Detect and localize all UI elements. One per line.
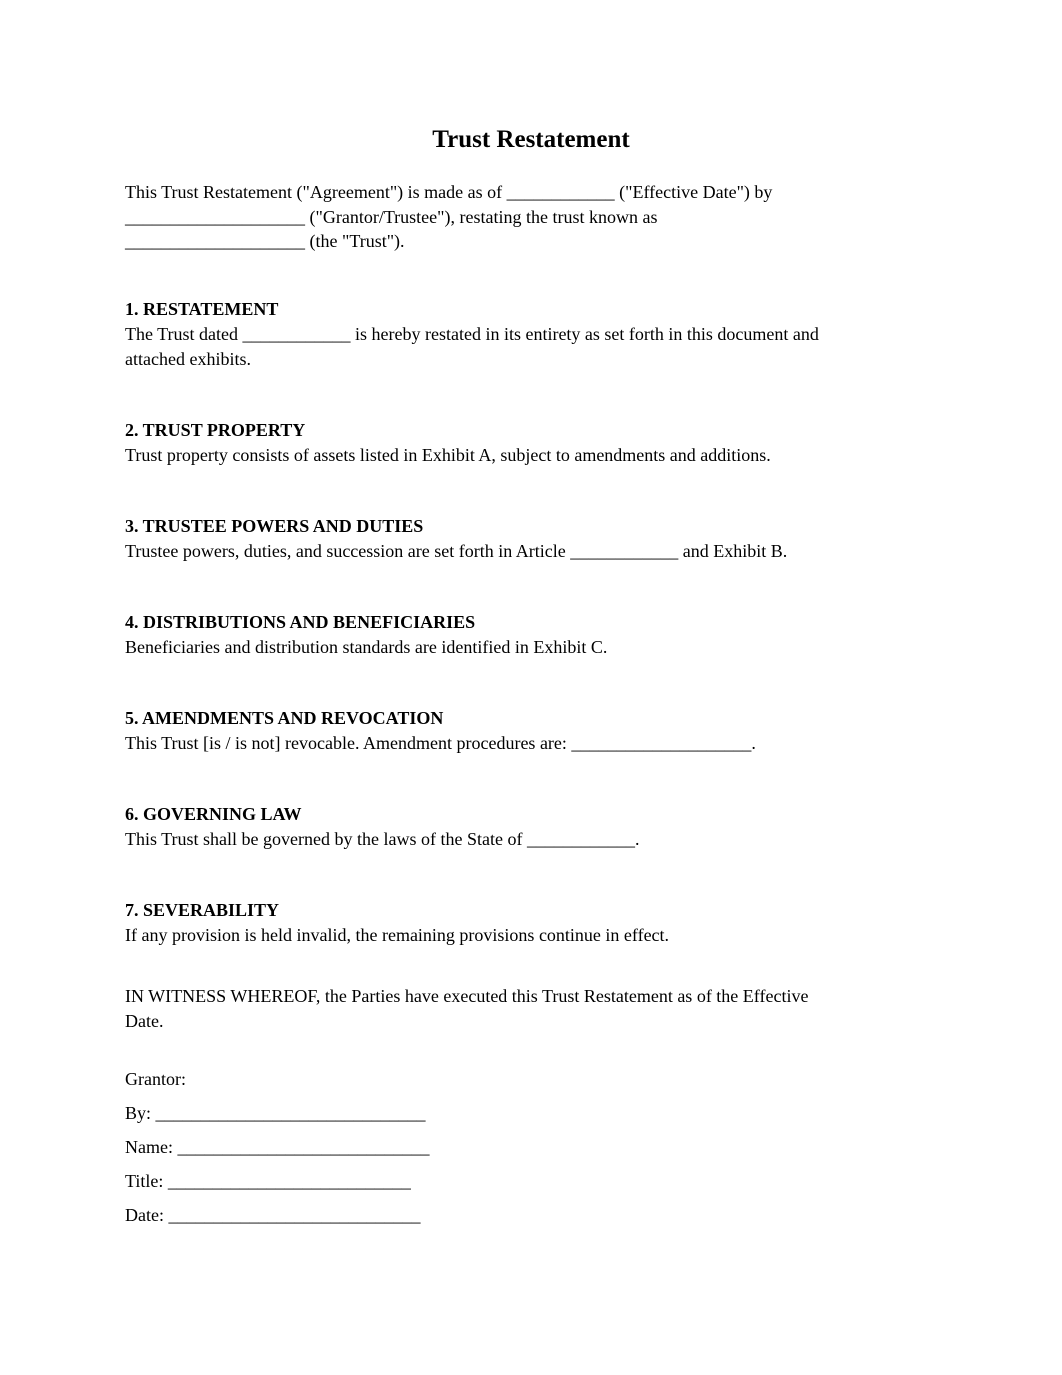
signature-date-field[interactable]: Date: ____________________________	[125, 1205, 421, 1225]
section-body-line: This Trust [is / is not] revocable. Amendment procedures are: ____________________.	[125, 733, 756, 753]
section-heading: 1. RESTATEMENT	[125, 299, 279, 319]
document-title: Trust Restatement	[432, 126, 630, 153]
section-governing-law	[125, 801, 945, 852]
grantor-label: Grantor:	[125, 1069, 186, 1089]
section-heading: 6. GOVERNING LAW	[125, 804, 302, 824]
intro-line: This Trust Restatement ("Agreement") is made as of ____________ ("Effective Date") by	[125, 182, 773, 202]
section-heading: 7. SEVERABILITY	[125, 900, 280, 920]
witness-line: IN WITNESS WHEREOF, the Parties have executed this Trust Restatement as of the Effective	[125, 986, 809, 1006]
section-body-line: If any provision is held invalid, the remaining provisions continue in effect.	[125, 925, 670, 945]
section-body-line: The Trust dated ____________ is hereby restated in its entirety as set forth in this document and	[125, 324, 819, 344]
section-trustee-powers	[125, 513, 945, 564]
intro-paragraph	[125, 180, 945, 254]
section-heading: 3. TRUSTEE POWERS AND DUTIES	[125, 516, 424, 536]
witness-clause	[125, 984, 945, 1033]
section-restatement	[125, 296, 945, 371]
section-heading: 2. TRUST PROPERTY	[125, 420, 306, 440]
intro-line: ____________________ ("Grantor/Trustee"), restating the trust known as	[125, 206, 658, 227]
witness-line: Date.	[125, 1010, 164, 1031]
section-body-line: Beneficiaries and distribution standards are identified in Exhibit C.	[125, 637, 608, 657]
section-body-line: Trust property consists of assets listed in Exhibit A, subject to amendments and additions.	[125, 445, 771, 465]
section-amendments	[125, 705, 945, 756]
intro-line: ____________________ (the "Trust").	[125, 231, 405, 251]
section-severability	[125, 897, 945, 948]
section-body-line: attached exhibits.	[125, 348, 251, 369]
section-heading: 4. DISTRIBUTIONS AND BENEFICIARIES	[125, 612, 476, 632]
signature-title-field[interactable]: Title: ___________________________	[125, 1171, 411, 1191]
section-heading: 5. AMENDMENTS AND REVOCATION	[125, 708, 444, 728]
section-body-line: This Trust shall be governed by the laws of the State of ____________.	[125, 829, 640, 849]
section-trust-property	[125, 417, 945, 468]
section-distributions	[125, 609, 945, 660]
signature-name-field[interactable]: Name: ____________________________	[125, 1137, 430, 1157]
signature-by-field[interactable]: By: ______________________________	[125, 1103, 426, 1123]
section-body-line: Trustee powers, duties, and succession are set forth in Article ____________ and Exhibit B.	[125, 541, 788, 561]
